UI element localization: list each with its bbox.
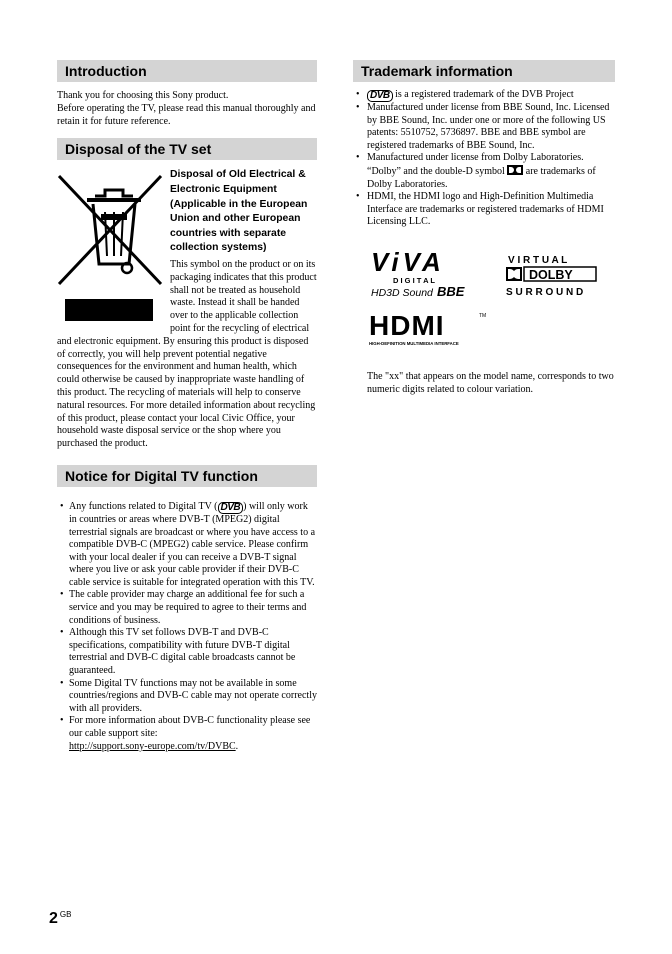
dvb-logo-icon: DVB	[367, 90, 393, 102]
viva-bbe-logo	[371, 247, 465, 299]
hdmi-sub: HIGH-DEFINITION MULTIMEDIA INTERFACE	[369, 340, 459, 346]
dolby-bottom: S U R R O U N D	[506, 286, 584, 298]
page-number: 2 $^{GB}$	[49, 910, 72, 927]
left-column	[57, 60, 317, 753]
dolby-top: V I R T U A L	[508, 254, 568, 266]
disposal-section	[57, 168, 317, 451]
list-item: • Manufactured under license from BBE Sound, Inc. Licensed by BBE Sound, Inc. under one or more of the following US patents: 5510752, 5736897. BBE and BBE symbol are registered trademarks of BBE Sound, Inc.	[356, 102, 610, 151]
list-item: • DVB is a registered trademark of the DVB Project	[356, 89, 574, 101]
hdmi-word: HDMI	[369, 309, 445, 341]
notice-list	[57, 501, 317, 753]
list-item: • Any functions related to Digital TV ( DVB ) will only work in countries or areas where DVB-T (MPEG2) digital terrestrial signals are broadcast or where you have access to a compatible DVB-C (MPEG2) cable service. Please confirm with your local dealer if you can receive a DVB-T signal where you live or ask your cable provider if their DVB-C cable service is suitable for integrated operation with this TV.	[60, 500, 316, 588]
dolby-word: DOLBY	[529, 267, 573, 282]
introduction-text: Thank you for choosing this Sony product. Before operating the TV, please read this manual thoroughly and retain it for future reference.	[57, 90, 316, 127]
notice-heading: Notice for Digital TV function	[57, 465, 317, 487]
trademark-heading: Trademark information	[353, 60, 615, 82]
trademark-list	[353, 89, 615, 229]
disposal-text: This symbol on the product or on its packaging indicates that this product shall not be treated as household waste. Instead it shall be handed over to the applicable collection point for the recycling of electrical and electronic equipment. By ensuring this product is disposed of correctly, you will help prevent potential negative consequences for the environment and human health, which could otherwise be caused by inappropriate waste handling of this product. The recycling of materials will help to conserve natural resources. For more detailed information about recycling of this product, please contact your local Civic Office, your household waste disposal service or the shop where you purchased the product.	[57, 258, 317, 450]
hdmi-tm: TM	[479, 312, 487, 319]
dolby-logo	[506, 255, 596, 298]
logo-area	[353, 243, 615, 353]
list-item: • Although this TV set follows DVB-T and DVB-C specifications, compatibility with future DVB-T digital terrestrial and DVB-C digital cable broadcasts cannot be guaranteed.	[60, 627, 296, 677]
disposal-heading: Disposal of the TV set	[57, 138, 317, 160]
dvb-logo-icon: DVB	[218, 502, 244, 514]
hdmi-logo	[369, 310, 486, 346]
weee-symbol	[57, 168, 167, 328]
model-name-note: The "xx" that appears on the model name, corresponds to two numeric digits related to colour variation.	[367, 370, 614, 395]
double-d-icon	[507, 165, 523, 175]
viva-word: ViVA	[371, 246, 445, 277]
locale-code: GB	[59, 910, 72, 919]
right-column	[353, 60, 615, 397]
disposal-title: Disposal of Old Electrical & Electronic Equipment (Applicable in the European Union and other European countries with separate collection systems)	[170, 169, 308, 254]
list-item: • HDMI, the HDMI logo and High-Definition Multimedia Interface are trademarks or registered trademarks of HDMI Licensing LLC.	[356, 191, 604, 228]
viva-digital: D I G I T A L	[393, 275, 435, 285]
introduction-heading: Introduction	[57, 60, 317, 82]
viva-sub: HD3D Sound	[371, 286, 433, 299]
list-item: • Some Digital TV functions may not be available in some countries/regions and DVB-C cable may not operate correctly with all providers.	[60, 677, 317, 714]
list-item: • The cable provider may charge an additional fee for such a service and you may be required to agree to their terms and conditions of business.	[60, 589, 307, 626]
logos-svg	[353, 243, 615, 353]
list-item: • For more information about DVB-C functionality please see our cable support site: http://support.sony-europe.com/tv/DVBC.	[60, 715, 311, 752]
bbe-word: BBE	[437, 283, 465, 299]
crossed-bin-icon	[57, 168, 167, 298]
dvbc-support-link[interactable]: http://support.sony-europe.com/tv/DVBC	[69, 740, 236, 752]
weee-black-bar	[65, 299, 153, 321]
list-item: • Manufactured under license from Dolby Laboratories. “Dolby” and the double-D symbol are trademarks of Dolby Laboratories.	[356, 152, 596, 190]
